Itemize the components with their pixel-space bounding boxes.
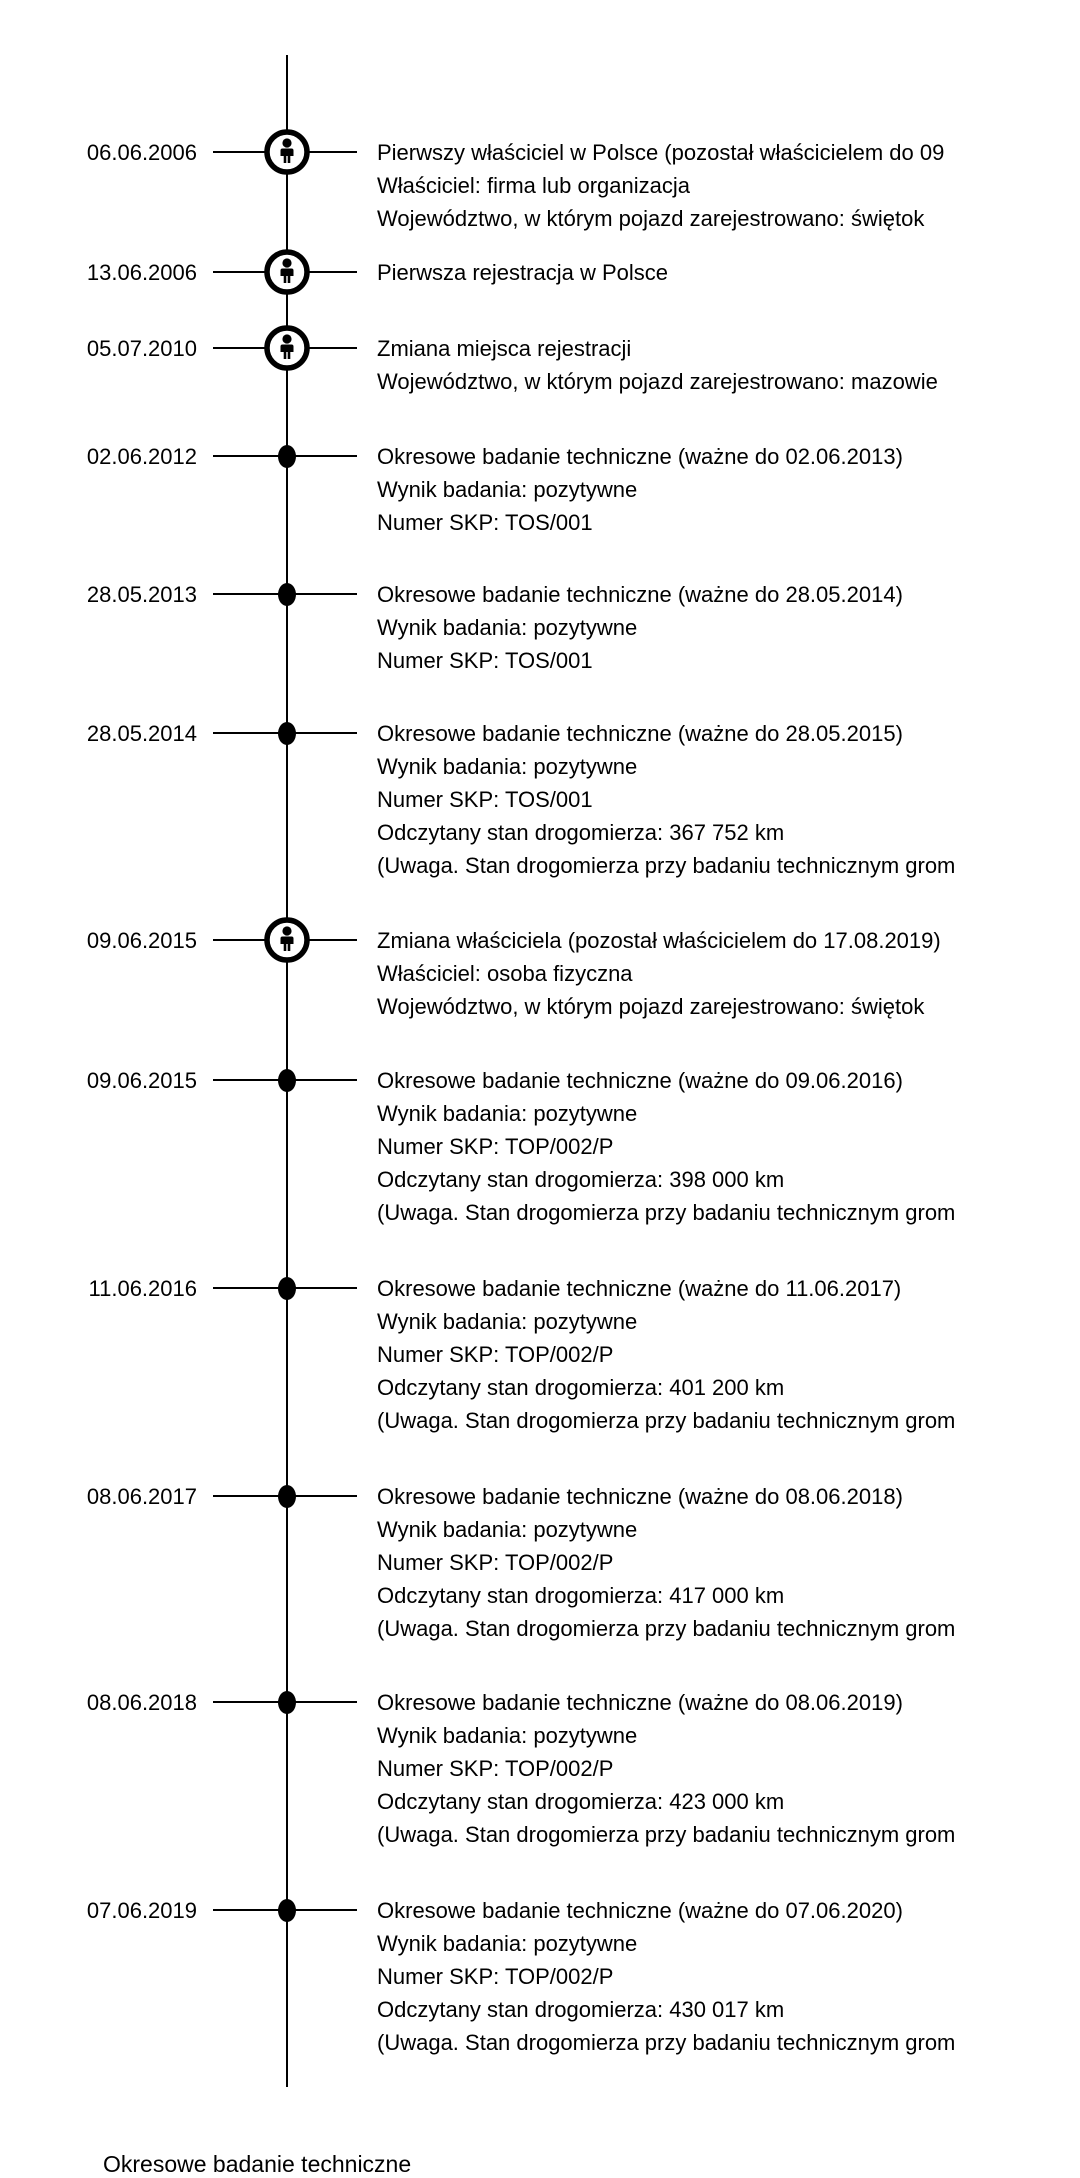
event-details [377, 1894, 1080, 2059]
event-detail-line: Numer SKP: TOP/002/P [377, 1342, 614, 1367]
event-date: 05.07.2010 [86, 336, 197, 361]
event-detail-line: (Uwaga. Stan drogomierza przy badaniu technicznym grom [377, 2030, 956, 2055]
event-date: 06.06.2006 [86, 140, 197, 165]
event-details [377, 332, 1080, 398]
event-date: 09.06.2015 [86, 1068, 197, 1093]
event-detail-line: Odczytany stan drogomierza: 398 000 km [377, 1167, 785, 1192]
inspection-dot-icon [278, 722, 296, 745]
event-detail-line: Numer SKP: TOP/002/P [377, 1756, 614, 1781]
event-detail-line: Pierwsza rejestracja w Polsce [377, 260, 668, 285]
event-detail-line: Okresowe badanie techniczne (ważne do 28.05.2015) [377, 721, 903, 746]
owner-change-person-icon [264, 917, 310, 963]
event-detail-line: Odczytany stan drogomierza: 401 200 km [377, 1375, 785, 1400]
inspection-dot-icon [278, 1485, 296, 1508]
event-detail-line: Wynik badania: pozytywne [377, 615, 638, 640]
event-details [377, 578, 1080, 677]
event-detail-line: Wynik badania: pozytywne [377, 1309, 638, 1334]
inspection-dot-icon [278, 1899, 296, 1922]
event-details [377, 1480, 1080, 1645]
inspection-dot-icon [278, 1277, 296, 1300]
event-detail-line: Numer SKP: TOS/001 [377, 648, 593, 673]
owner-change-person-icon [264, 325, 310, 371]
event-detail-line: Wynik badania: pozytywne [377, 1517, 638, 1542]
event-detail-line: (Uwaga. Stan drogomierza przy badaniu technicznym grom [377, 1200, 956, 1225]
event-detail-line: Okresowe badanie techniczne (ważne do 02.06.2013) [377, 444, 903, 469]
event-detail-line: Województwo, w którym pojazd zarejestrowano: świętok [377, 206, 925, 231]
event-detail-line: Wynik badania: pozytywne [377, 477, 638, 502]
event-date: 08.06.2018 [86, 1690, 197, 1715]
event-detail-line: Zmiana miejsca rejestracji [377, 336, 632, 361]
event-details [377, 136, 1080, 235]
event-detail-line: Numer SKP: TOS/001 [377, 510, 593, 535]
clipped-bottom-text-fragment [103, 2150, 412, 2177]
event-date: 09.06.2015 [86, 928, 197, 953]
event-detail-line: Właściciel: osoba fizyczna [377, 961, 633, 986]
event-detail-line: Numer SKP: TOP/002/P [377, 1134, 614, 1159]
inspection-dot-icon [278, 1069, 296, 1092]
owner-change-person-icon [264, 249, 310, 295]
event-detail-line: Odczytany stan drogomierza: 417 000 km [377, 1583, 785, 1608]
event-detail-line: Okresowe badanie techniczne (ważne do 28.05.2014) [377, 582, 903, 607]
event-date: 28.05.2013 [86, 582, 197, 607]
clipped-text: Okresowe badanie techniczne [103, 2151, 412, 2177]
event-detail-line: Pierwszy właściciel w Polsce (pozostał właścicielem do 09 [377, 140, 945, 165]
event-detail-line: Wynik badania: pozytywne [377, 1723, 638, 1748]
inspection-dot-icon [278, 1691, 296, 1714]
event-date: 02.06.2012 [86, 444, 197, 469]
event-detail-line: Numer SKP: TOP/002/P [377, 1550, 614, 1575]
event-details [377, 717, 1080, 882]
event-detail-line: Województwo, w którym pojazd zarejestrowano: mazowie [377, 369, 938, 394]
event-detail-line: Okresowe badanie techniczne (ważne do 07.06.2020) [377, 1898, 903, 1923]
event-detail-line: (Uwaga. Stan drogomierza przy badaniu technicznym grom [377, 1616, 956, 1641]
event-date: 13.06.2006 [86, 260, 197, 285]
event-detail-line: Wynik badania: pozytywne [377, 1101, 638, 1126]
event-detail-line: Okresowe badanie techniczne (ważne do 08.06.2018) [377, 1484, 903, 1509]
event-details [377, 1272, 1080, 1437]
event-detail-line: Odczytany stan drogomierza: 430 017 km [377, 1997, 785, 2022]
event-detail-line: Okresowe badanie techniczne (ważne do 08.06.2019) [377, 1690, 903, 1715]
event-date: 08.06.2017 [86, 1484, 197, 1509]
event-detail-line: Odczytany stan drogomierza: 423 000 km [377, 1789, 785, 1814]
event-detail-line: (Uwaga. Stan drogomierza przy badaniu technicznym grom [377, 1822, 956, 1847]
event-detail-line: Odczytany stan drogomierza: 367 752 km [377, 820, 785, 845]
event-date: 11.06.2016 [88, 1276, 197, 1301]
owner-change-person-icon [264, 129, 310, 175]
event-detail-line: Okresowe badanie techniczne (ważne do 11.06.2017) [377, 1276, 902, 1301]
event-details [377, 440, 1080, 539]
inspection-dot-icon [278, 445, 296, 468]
event-details [377, 924, 1080, 1023]
event-details [377, 256, 1080, 289]
event-detail-line: (Uwaga. Stan drogomierza przy badaniu technicznym grom [377, 1408, 956, 1433]
event-date: 07.06.2019 [86, 1898, 197, 1923]
event-date: 28.05.2014 [86, 721, 197, 746]
event-detail-line: Właściciel: firma lub organizacja [377, 173, 690, 198]
event-detail-line: Numer SKP: TOS/001 [377, 787, 593, 812]
inspection-dot-icon [278, 583, 296, 606]
event-detail-line: Wynik badania: pozytywne [377, 1931, 638, 1956]
event-detail-line: Zmiana właściciela (pozostał właścicielem do 17.08.2019) [377, 928, 941, 953]
event-details [377, 1686, 1080, 1851]
event-details [377, 1064, 1080, 1229]
event-detail-line: Numer SKP: TOP/002/P [377, 1964, 614, 1989]
event-detail-line: Województwo, w którym pojazd zarejestrowano: świętok [377, 994, 925, 1019]
event-detail-line: Wynik badania: pozytywne [377, 754, 638, 779]
event-detail-line: Okresowe badanie techniczne (ważne do 09.06.2016) [377, 1068, 903, 1093]
event-detail-line: (Uwaga. Stan drogomierza przy badaniu technicznym grom [377, 853, 956, 878]
